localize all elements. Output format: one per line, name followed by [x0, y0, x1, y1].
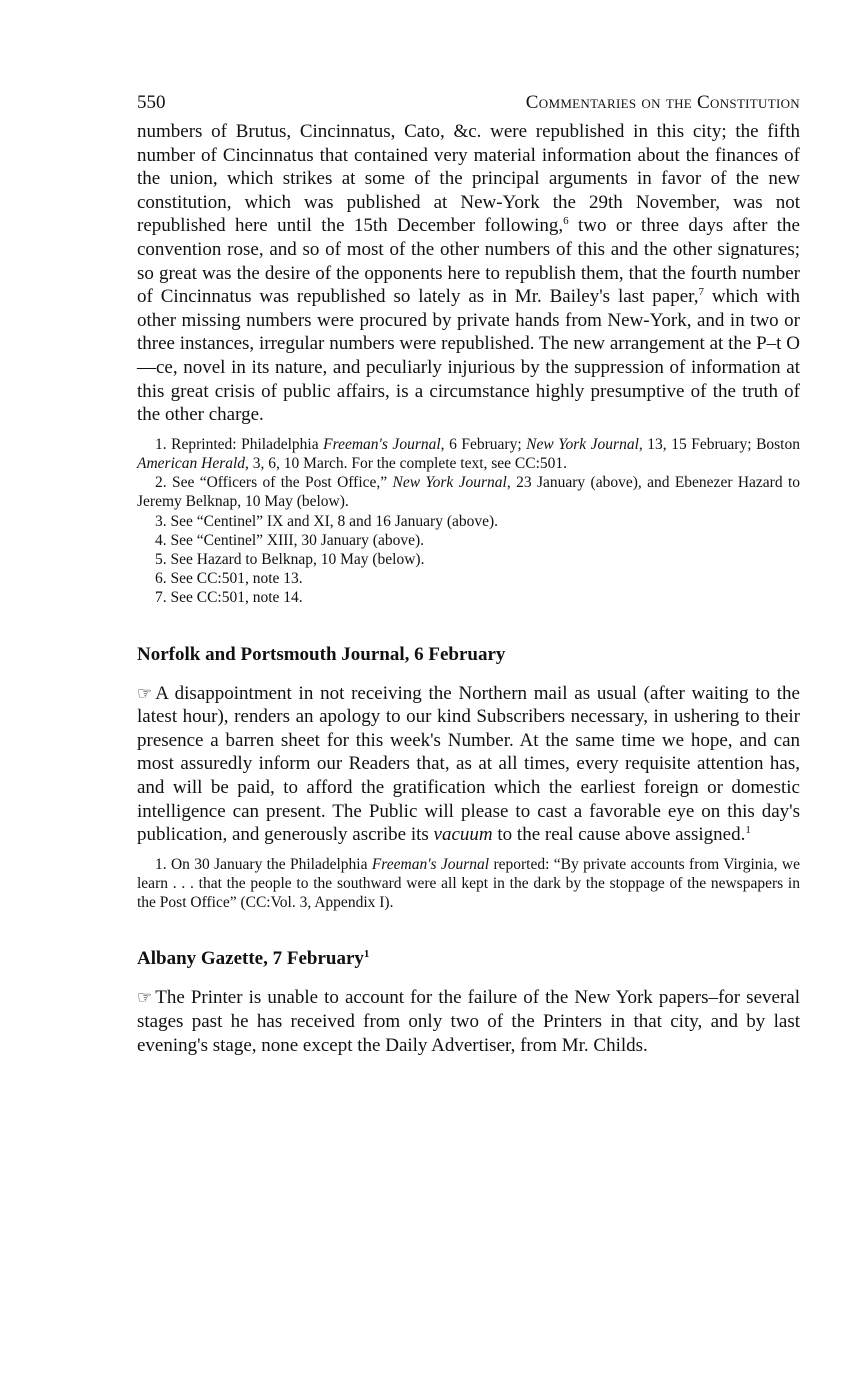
footnote: 1. On 30 January the Philadelphia Freeman's Journal reported: “By private accounts from Virginia, we learn . . . that the people to the southward were all kept in the dark by the stoppage of the newspapers in the Post Office” (CC:Vol. 3, Appendix I). — [137, 855, 800, 912]
footnote: 1. Reprinted: Philadelphia Freeman's Journal, 6 February; New York Journal, 13, 15 February; Boston American Herald, 3, 6, 10 March. For the complete text, see CC:501. — [137, 435, 800, 472]
running-header — [137, 92, 800, 120]
section-title: Albany Gazette, 7 February$^1$ — [137, 948, 370, 970]
running-title: Commentaries on the Constitution — [525, 92, 800, 113]
footnote: 7. See CC:501, note 14. — [155, 589, 303, 607]
section-paragraph: ☞ The Printer is unable to account for the failure of the New York papers–for several stages past he has received from only two of the Printers in that city, and by last evening's stage, none except the Daily Advertiser, from Mr. Childs. — [137, 987, 800, 1056]
footnote: 6. See CC:501, note 13. — [155, 570, 303, 588]
footnotes-1 — [137, 435, 800, 608]
section-title: Norfolk and Portsmouth Journal, 6 February — [137, 643, 506, 665]
footnote-ref: 6 — [563, 215, 569, 228]
footnotes-2 — [137, 855, 800, 913]
footnote-ref: 1 — [363, 948, 370, 961]
main-paragraph: numbers of Brutus, Cincinnatus, Cato, &c. were republished in this city; the fifth number of Cincinnatus that contained very material information about the finances of the union, which strikes at some of the principal arguments in favor of the new constitution, which was published at New-York the 29th November, was not republished here until the 15th December following,$^6$ two or three days after the convention rose, and so of most of the other numbers of this and the other signatures; so great was the desire of the opponents here to republish them, that the fourth number of Cincinnatus was republished so lately as in Mr. Bailey's last paper,$^7$ which with other missing numbers were procured by private hands from New-York, and in two or three instances, irregular numbers were republished. The new arrangement at the P–t O—ce, novel in its nature, and peculiarly injurious by the suppression of information at this great crisis of public affairs, is a circumstance highly presumptive of the truth of the other charge. — [137, 121, 800, 426]
footnote: 4. See “Centinel” XIII, 30 January (above). — [155, 531, 424, 549]
footnote: 3. See “Centinel” IX and XI, 8 and 16 January (above). — [155, 512, 499, 530]
pointing-hand-icon: ☞ — [137, 683, 153, 703]
pointing-hand-icon: ☞ — [137, 988, 153, 1008]
page-number: 550 — [137, 92, 166, 113]
document-page — [137, 92, 800, 1057]
footnote: 5. See Hazard to Belknap, 10 May (below). — [155, 550, 425, 568]
footnote: 2. See “Officers of the Post Office,” New York Journal, 23 January (above), and Ebenezer Hazard to Jeremy Belknap, 10 May (below). — [137, 474, 800, 511]
footnote-ref: 7 — [698, 286, 704, 299]
footnote-ref: 1 — [745, 824, 751, 837]
section-paragraph: ☞ A disappointment in not receiving the Northern mail as usual (after waiting to the latest hour), renders an apology to our kind Subscribers necessary, in ushering to their presence a barren sheet for this week's Number. At the same time we hope, and can most assuredly inform our Readers that, as at all times, every requisite attention has, and will be paid, to afford the gratification which the earliest foreign or domestic intelligence can present. The Public will please to cast a favorable eye on this day's publication, and generously ascribe its vacuum to the real cause above assigned.$^1$ — [137, 682, 800, 846]
